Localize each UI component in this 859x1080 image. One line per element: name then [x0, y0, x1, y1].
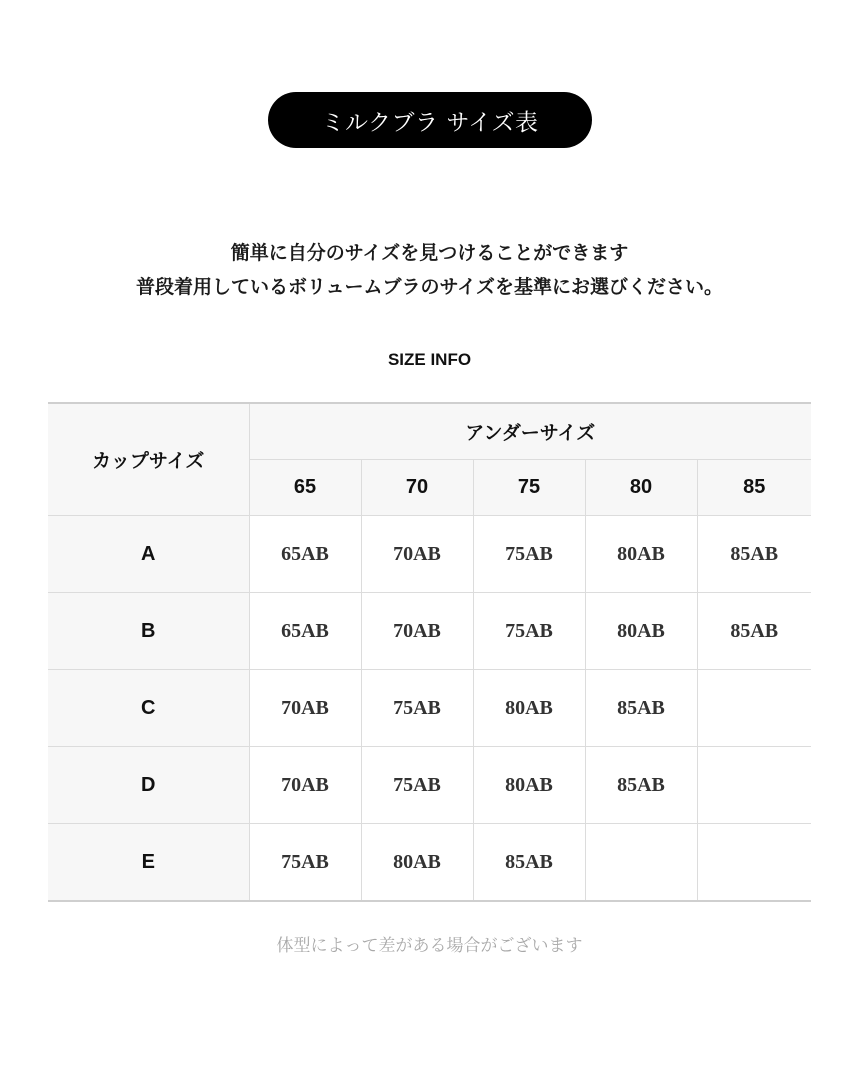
size-cell: 75AB [361, 747, 473, 824]
size-cell: 75AB [473, 516, 585, 593]
cup-label: E [48, 824, 249, 902]
cup-size-header: カップサイズ [48, 403, 249, 516]
under-size-75: 75 [473, 460, 585, 516]
under-size-65: 65 [249, 460, 361, 516]
size-cell: 80AB [361, 824, 473, 902]
size-cell: 75AB [361, 670, 473, 747]
intro-line-1: 簡単に自分のサイズを見つけることができます [230, 242, 629, 264]
size-cell: 80AB [585, 593, 697, 670]
table-row [48, 593, 811, 670]
under-size-header: アンダーサイズ [249, 403, 811, 460]
size-cell: 85AB [585, 670, 697, 747]
size-cell: 70AB [361, 593, 473, 670]
size-cell: 85AB [697, 593, 811, 670]
size-cell: 65AB [249, 516, 361, 593]
under-size-80: 80 [585, 460, 697, 516]
section-label: SIZE INFO [387, 350, 472, 369]
page-title [268, 92, 592, 148]
size-cell: 75AB [473, 593, 585, 670]
size-cell: 70AB [249, 747, 361, 824]
size-cell: 70AB [361, 516, 473, 593]
size-cell: 85AB [585, 747, 697, 824]
disclaimer-note: 体型によって差がある場合がございます [276, 936, 583, 956]
size-cell: 85AB [697, 516, 811, 593]
table-header-row [48, 403, 811, 460]
cup-label: D [48, 747, 249, 824]
table-row [48, 824, 811, 902]
cup-label: A [48, 516, 249, 593]
size-table [48, 402, 811, 902]
page-title-label: ミルクブラ サイズ表 [321, 109, 539, 136]
size-cell: 80AB [473, 747, 585, 824]
intro-line-2: 普段着用しているボリュームブラのサイズを基準にお選びください。 [136, 276, 723, 298]
table-row [48, 670, 811, 747]
size-cell: 85AB [473, 824, 585, 902]
table-row [48, 516, 811, 593]
size-cell: 80AB [585, 516, 697, 593]
size-cell: 75AB [249, 824, 361, 902]
under-size-85: 85 [697, 460, 811, 516]
table-row [48, 747, 811, 824]
cup-label: B [48, 593, 249, 670]
size-cell [697, 824, 811, 902]
intro-text [0, 236, 859, 304]
size-cell: 70AB [249, 670, 361, 747]
size-cell [697, 747, 811, 824]
size-cell: 80AB [473, 670, 585, 747]
size-cell: 65AB [249, 593, 361, 670]
under-size-70: 70 [361, 460, 473, 516]
size-cell [697, 670, 811, 747]
cup-label: C [48, 670, 249, 747]
size-cell [585, 824, 697, 902]
